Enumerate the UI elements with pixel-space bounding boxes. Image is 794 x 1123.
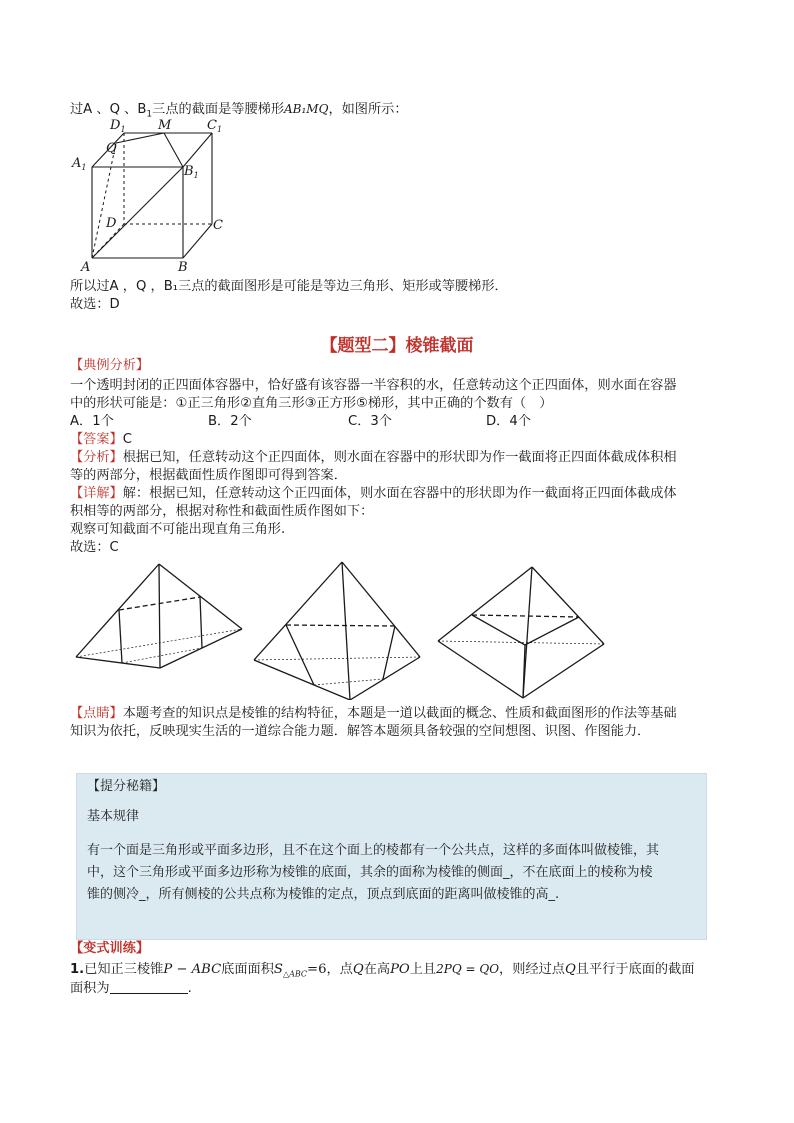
tetrahedron-figure-1	[74, 562, 244, 672]
q1-math-area: $S_{\triangle ABC}=6$	[273, 962, 327, 979]
option-a: A．1个	[70, 414, 114, 429]
label-C1: $C_1$	[207, 118, 223, 134]
label-C: C	[213, 218, 223, 233]
label-A1: $A_1$	[72, 156, 87, 172]
label-M: M	[158, 118, 172, 133]
label-A: A	[81, 260, 91, 274]
answer-line: 故选：D	[70, 297, 120, 312]
intro-suffix: ，如图所示：	[328, 102, 408, 117]
intro-sub: 1	[146, 109, 153, 120]
comment-row-1	[70, 705, 677, 723]
tetrahedron-figure-2	[252, 560, 422, 700]
detail-row-1	[70, 485, 677, 503]
label-D1: $D_1$	[110, 118, 126, 134]
analysis-text-1: 根据已知，任意转动这个正四面体，则水面在容器中的形状即为作一截面将正四面体截成体积相	[122, 450, 677, 465]
example-header: 【典例分析】	[70, 358, 150, 373]
label-B1: $B_1$	[184, 164, 199, 180]
conclusion-line: 所以过A ，Q ，B₁三点的截面图形是可能是等边三角形、矩形或等腰梯形．	[70, 279, 508, 294]
q1-number: 1.	[70, 962, 85, 977]
tips-box	[76, 773, 707, 940]
option-d: D．4个	[486, 414, 531, 429]
detail-text-4: 故选：C	[70, 540, 119, 555]
label-D: D	[106, 216, 117, 231]
q1-text-g: 且平行于底面的截面	[575, 962, 695, 977]
detail-text-3: 观察可知截面不可能出现直角三角形.	[70, 522, 286, 537]
comment-text-1: 本题考查的知识点是棱锥的结构特征，本题是一道以截面的概念、性质和截面图形的作法等基础	[122, 706, 677, 721]
q1-math-pabc: P − ABC	[163, 962, 222, 977]
q1-text-f: ，则经过点	[499, 962, 565, 977]
practice-header: 【变式训练】	[70, 941, 150, 956]
option-c: C．3个	[348, 414, 392, 429]
tips-line-3: 锥的侧冷_，所有侧棱的公共点称为棱锥的定点，顶点到底面的距离叫做棱锥的高_.	[87, 887, 560, 902]
intro-math: AB₁MQ	[284, 102, 329, 116]
q1-end: .	[187, 981, 192, 996]
tips-line-2: 中，这个三角形或平面多边形称为棱锥的底面，其余的面称为棱锥的侧面_，不在底面上的棱称为棱	[87, 865, 653, 880]
comment-label: 【点睛】	[70, 706, 123, 721]
question-line-2: 中的形状可能是：①正三角形②直角三形③正方形⑤梯形，其中正确的个数有（ ）	[70, 396, 553, 411]
comment-text-2: 知识为依托，反映现实生活的一道综合能力题．解答本题须具备较强的空间想图、识图、作图能力．	[70, 724, 651, 739]
q1-math-ratio: 2PQ = QO	[436, 962, 500, 976]
option-b: B．2个	[208, 414, 252, 429]
detail-label: 【详解】	[70, 486, 123, 501]
answer-row	[70, 431, 132, 449]
tips-title: 【提分秘籍】	[87, 779, 166, 794]
answer-blank[interactable]	[110, 981, 188, 994]
section-title: 【题型二】棱锥截面	[320, 336, 474, 356]
intro-mid: 三点的截面是等腰梯形	[152, 102, 285, 117]
practice-q1-line-2	[70, 980, 192, 998]
answer-label: 【答案】	[70, 432, 123, 447]
analysis-row-1	[70, 449, 677, 467]
question-line-1: 一个透明封闭的正四面体容器中，恰好盛有该容器一半容积的水，任意转动这个正四面体，则水面在容器	[70, 378, 677, 393]
q1-text-d: 在高	[363, 962, 391, 977]
detail-text-2: 积相等的两部分，根据对称性和截面性质作图如下：	[70, 504, 374, 519]
answer-value: C	[122, 432, 132, 447]
q1-math-q2: Q	[564, 962, 576, 977]
options-row	[70, 413, 590, 431]
label-B: B	[178, 260, 188, 274]
tips-subtitle: 基本规律	[87, 809, 140, 824]
q1-text-e: 上且	[409, 962, 437, 977]
cube-figure	[66, 114, 266, 274]
analysis-label: 【分析】	[70, 450, 123, 465]
q1-math-q: Q	[352, 962, 364, 977]
q1-text-c: ，点	[326, 962, 353, 977]
analysis-text-2: 等的两部分，根据截面性质作图即可得到答案．	[70, 468, 347, 483]
q1-text-a: 已知正三棱锥	[84, 962, 164, 977]
detail-text-1: 解：根据已知，任意转动这个正四面体，则水面在容器中的形状即为作一截面将正四面体截成体	[122, 486, 677, 501]
intro-prefix: 过A 、Q 、B	[70, 102, 147, 117]
tips-line-1: 有一个面是三角形或平面多边形，且不在这个面上的棱都有一个公共点，这样的多面体叫做棱锥，其	[87, 843, 660, 858]
tetrahedron-figure-3	[436, 565, 606, 700]
q1-math-po: PO	[390, 962, 410, 977]
label-Q: Q	[106, 141, 117, 156]
q1-text-b: 底面面积	[221, 962, 274, 977]
q1-text-area: 面积为	[70, 981, 110, 996]
